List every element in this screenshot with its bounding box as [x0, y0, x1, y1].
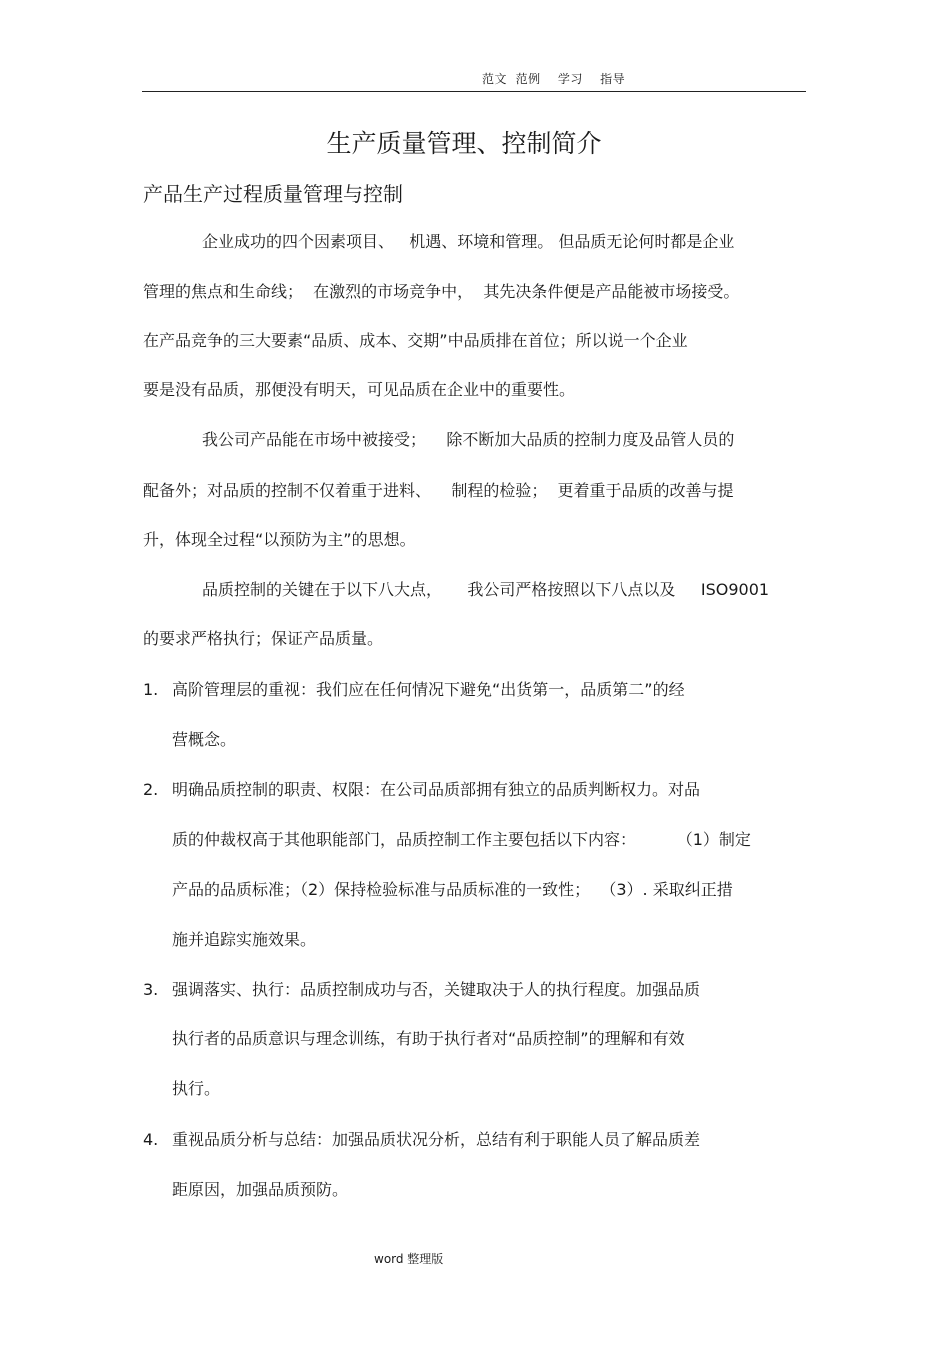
paragraph-1-line-1: 企业成功的四个因素项目、 机遇、环境和管理。 但品质无论何时都是企业: [202, 232, 735, 251]
section-heading: 产品生产过程质量管理与控制: [143, 182, 403, 206]
paragraph-2-line-2: 配备外；对品质的控制不仅着重于进料、 制程的检验； 更着重于品质的改善与提: [143, 481, 734, 500]
list-item-2-line-3: 产品的品质标准；（2）保持检验标准与品质标准的一致性； （3）. 采取纠正措: [172, 880, 733, 899]
list-item-1-line-2: 营概念。: [172, 730, 237, 749]
paragraph-2-line-3: 升，体现全过程“以预防为主”的思想。: [143, 530, 416, 549]
document-title: 生产质量管理、控制简介: [326, 129, 602, 158]
paragraph-3-line-2: 的要求严格执行；保证产品质量。: [143, 629, 384, 648]
list-item-number: 1.: [143, 680, 159, 699]
list-item-1-line-1: 高阶管理层的重视：我们应在任何情况下避免“出货第一，品质第二”的经: [172, 680, 685, 699]
paragraph-3-line-1: 品质控制的关键在于以下八大点， 我公司严格按照以下八点以及 ISO9001: [202, 580, 770, 599]
list-item-2-line-4: 施并追踪实施效果。: [172, 930, 317, 949]
list-item-2-line-1: 明确品质控制的职责、权限：在公司品质部拥有独立的品质判断权力。对品: [172, 780, 701, 799]
list-item-number: 3.: [143, 980, 159, 999]
paragraph-2-line-1: 我公司产品能在市场中被接受； 除不断加大品质的控制力度及品管人员的: [202, 430, 735, 449]
list-item-3-line-1: 强调落实、执行：品质控制成功与否，关键取决于人的执行程度。加强品质: [172, 980, 701, 999]
paragraph-1-line-4: 要是没有品质，那便没有明天，可见品质在企业中的重要性。: [143, 380, 576, 399]
list-item-4-line-1: 重视品质分析与总结：加强品质状况分析，总结有利于职能人员了解品质差: [172, 1130, 701, 1149]
paragraph-1-line-3: 在产品竞争的三大要素“品质、成本、交期”中品质排在首位；所以说一个企业: [143, 331, 688, 350]
list-item-2-line-2: 质的仲裁权高于其他职能部门，品质控制工作主要包括以下内容： （1）制定: [172, 830, 751, 849]
page-header: 范文 范例 学习 指导: [482, 72, 626, 86]
paragraph-1-line-2: 管理的焦点和生命线； 在激烈的市场竞争中， 其先决条件便是产品能被市场接受。: [143, 282, 740, 301]
list-item-3-line-2: 执行者的品质意识与理念训练，有助于执行者对“品质控制”的理解和有效: [172, 1029, 685, 1048]
page-footer: word 整理版: [374, 1252, 444, 1266]
list-item-number: 2.: [143, 780, 159, 799]
list-item-number: 4.: [143, 1130, 159, 1149]
header-divider: [142, 91, 806, 92]
list-item-3-line-3: 执行。: [172, 1079, 221, 1098]
list-item-4-line-2: 距原因，加强品质预防。: [172, 1180, 349, 1199]
